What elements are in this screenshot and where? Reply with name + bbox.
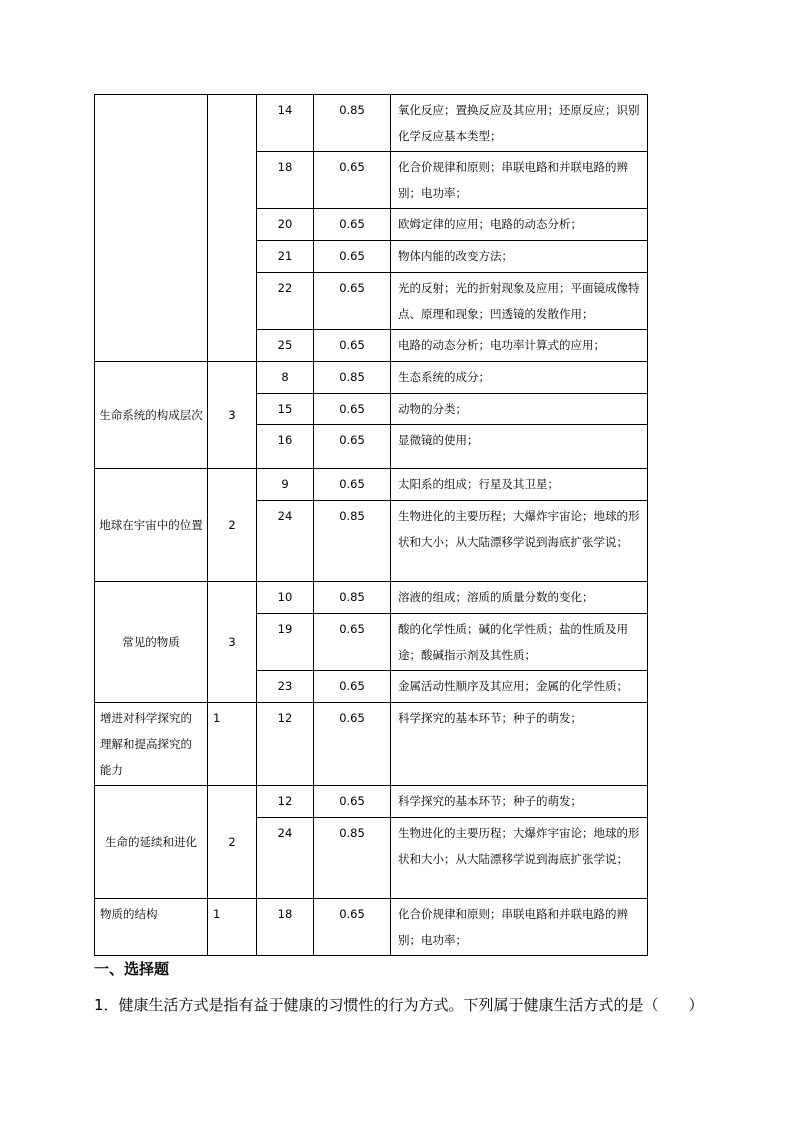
- question-number: 20: [257, 209, 314, 241]
- question-number: 14: [257, 95, 314, 152]
- question-number: 18: [257, 152, 314, 209]
- score-rate: 0.65: [314, 209, 391, 241]
- score-rate: 0.85: [314, 501, 391, 582]
- question-number: 21: [257, 241, 314, 273]
- knowledge-points: 科学探究的基本环节；种子的萌发；: [391, 703, 648, 786]
- question-number: 23: [257, 671, 314, 703]
- score-rate: 0.65: [314, 152, 391, 209]
- question-number: 16: [257, 425, 314, 469]
- question-number: 22: [257, 273, 314, 330]
- knowledge-points: 光的反射；光的折射现象及应用；平面镜成像特点、原理和现象；凹透镜的发散作用；: [391, 273, 648, 330]
- question-count: 3: [208, 362, 257, 469]
- knowledge-points: 物体内能的改变方法；: [391, 241, 648, 273]
- question-text: 健康生活方式是指有益于健康的习惯性的行为方式。下列属于健康生活方式的是（ ）: [118, 996, 704, 1014]
- topic-name: 常见的物质: [95, 582, 208, 703]
- count-cell-blank: [208, 95, 257, 362]
- knowledge-points: 太阳系的组成；行星及其卫星；: [391, 469, 648, 501]
- knowledge-points: 欧姆定律的应用；电路的动态分析；: [391, 209, 648, 241]
- question-number: 12: [257, 703, 314, 786]
- knowledge-points: 科学探究的基本环节；种子的萌发；: [391, 786, 648, 818]
- score-rate: 0.65: [314, 394, 391, 425]
- knowledge-points: 酸的化学性质；碱的化学性质；盐的性质及用途；酸碱指示剂及其性质；: [391, 614, 648, 671]
- question-number: 18: [257, 899, 314, 956]
- question-number: 10: [257, 582, 314, 614]
- score-rate: 0.65: [314, 425, 391, 469]
- score-rate: 0.85: [314, 582, 391, 614]
- knowledge-points: 动物的分类；: [391, 394, 648, 425]
- knowledge-points: 氧化反应；置换反应及其应用；还原反应；识别化学反应基本类型；: [391, 95, 648, 152]
- question-number: 25: [257, 330, 314, 362]
- score-rate: 0.85: [314, 95, 391, 152]
- knowledge-points: 电路的动态分析；电功率计算式的应用；: [391, 330, 648, 362]
- topic-name: 地球在宇宙中的位置: [95, 469, 208, 582]
- knowledge-points: 化合价规律和原则；串联电路和并联电路的辨别；电功率；: [391, 152, 648, 209]
- knowledge-points: 生物进化的主要历程；大爆炸宇宙论；地球的形状和大小；从大陆漂移学说到海底扩张学说；: [391, 818, 648, 899]
- question-number: 9: [257, 469, 314, 501]
- topic-name: 生命系统的构成层次: [95, 362, 208, 469]
- knowledge-points: 显微镜的使用；: [391, 425, 648, 469]
- score-rate: 0.65: [314, 273, 391, 330]
- question-count: 2: [208, 786, 257, 899]
- question-count: 1: [208, 703, 257, 786]
- score-rate: 0.65: [314, 614, 391, 671]
- question-number: 24: [257, 818, 314, 899]
- question-count: 3: [208, 582, 257, 703]
- score-rate: 0.65: [314, 330, 391, 362]
- score-rate: 0.65: [314, 671, 391, 703]
- topic-name: 增进对科学探究的理解和提高探究的能力: [95, 703, 208, 786]
- score-rate: 0.65: [314, 899, 391, 956]
- topic-name: 生命的延续和进化: [95, 786, 208, 899]
- knowledge-points: 化合价规律和原则；串联电路和并联电路的辨别；电功率；: [391, 899, 648, 956]
- section-heading: 一、选择题: [94, 960, 170, 978]
- question-count: 2: [208, 469, 257, 582]
- question-number: 24: [257, 501, 314, 582]
- knowledge-points: 生物进化的主要历程；大爆炸宇宙论；地球的形状和大小；从大陆漂移学说到海底扩张学说；: [391, 501, 648, 582]
- question-count: 1: [208, 899, 257, 956]
- score-rate: 0.85: [314, 818, 391, 899]
- question-number: 19: [257, 614, 314, 671]
- knowledge-point-table: [94, 94, 648, 956]
- score-rate: 0.65: [314, 241, 391, 273]
- score-rate: 0.65: [314, 786, 391, 818]
- knowledge-points: 金属活动性顺序及其应用；金属的化学性质；: [391, 671, 648, 703]
- knowledge-points: 生态系统的成分；: [391, 362, 648, 394]
- topic-name: 物质的结构: [95, 899, 208, 956]
- question-1: [94, 994, 704, 1015]
- knowledge-points: 溶液的组成；溶质的质量分数的变化；: [391, 582, 648, 614]
- score-rate: 0.65: [314, 703, 391, 786]
- question-number: 8: [257, 362, 314, 394]
- score-rate: 0.65: [314, 469, 391, 501]
- question-number: 15: [257, 394, 314, 425]
- question-number: 1．: [94, 996, 119, 1014]
- question-number: 12: [257, 786, 314, 818]
- topic-cell-blank: [95, 95, 208, 362]
- score-rate: 0.85: [314, 362, 391, 394]
